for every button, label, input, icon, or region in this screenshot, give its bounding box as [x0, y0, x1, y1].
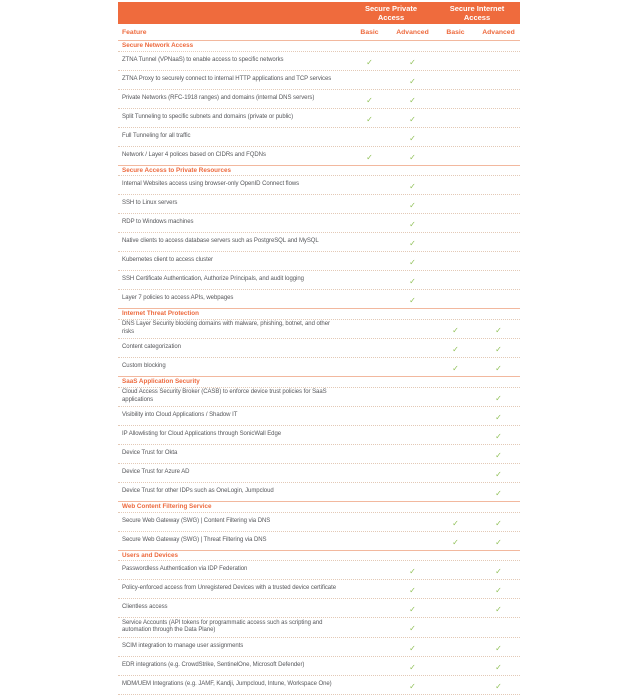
check-cell	[391, 290, 434, 308]
feature-row	[118, 617, 520, 637]
check-cell	[391, 657, 434, 675]
check-icon: ✓	[409, 95, 416, 105]
feature-row	[118, 357, 520, 376]
check-icon: ✓	[409, 624, 416, 634]
feature-row	[118, 127, 520, 146]
feature-column-header: Feature	[122, 28, 147, 36]
column-group-secure-internet-access	[434, 4, 520, 22]
check-cell	[477, 676, 520, 694]
feature-comparison-table	[118, 2, 520, 695]
check-icon: ✓	[452, 364, 459, 374]
check-cell	[477, 580, 520, 598]
feature-row	[118, 656, 520, 675]
check-cell	[477, 464, 520, 482]
check-cell	[391, 90, 434, 108]
feature-row	[118, 194, 520, 213]
feature-label: Layer 7 policies to access APIs, webpages	[122, 295, 234, 302]
check-cell	[391, 214, 434, 232]
check-icon: ✓	[495, 643, 502, 653]
check-icon: ✓	[495, 662, 502, 672]
check-icon: ✓	[409, 152, 416, 162]
feature-row	[118, 232, 520, 251]
check-cell	[477, 483, 520, 501]
feature-row	[118, 406, 520, 425]
feature-row	[118, 70, 520, 89]
check-cell	[348, 52, 391, 70]
check-cell	[348, 147, 391, 165]
column-group-title: Secure Internet Access	[449, 4, 505, 22]
check-cell	[434, 513, 477, 531]
check-icon: ✓	[495, 345, 502, 355]
feature-row	[118, 387, 520, 407]
check-cell	[477, 532, 520, 550]
feature-row	[118, 175, 520, 194]
feature-label: SSH to Linux servers	[122, 200, 178, 207]
check-icon: ✓	[366, 152, 373, 162]
check-cell	[391, 580, 434, 598]
check-icon: ✓	[409, 258, 416, 267]
check-icon: ✓	[409, 643, 416, 653]
feature-label: Custom blocking	[122, 363, 166, 370]
feature-row	[118, 289, 520, 308]
feature-row	[118, 213, 520, 232]
check-icon: ✓	[495, 393, 502, 403]
feature-label: Internal Websites access using browser-only OpenID Connect flows	[122, 181, 300, 188]
feature-label: Secure Web Gateway (SWG) | Threat Filtering via DNS	[122, 536, 267, 543]
subcolumn-sia-basic: Basic	[446, 28, 465, 36]
check-icon: ✓	[409, 57, 416, 67]
check-icon: ✓	[409, 662, 416, 672]
feature-label: IP Allowlisting for Cloud Applications through SonicWall Edge	[122, 431, 282, 438]
check-cell	[477, 358, 520, 376]
feature-label: EDR integrations (e.g. CrowdStrike, SentinelOne, Microsoft Defender)	[122, 661, 305, 668]
check-cell	[391, 561, 434, 579]
check-icon: ✓	[409, 681, 416, 691]
check-icon: ✓	[495, 537, 502, 547]
section-header-users-and-devices: Users and Devices	[118, 550, 520, 561]
check-cell	[391, 176, 434, 194]
feature-row	[118, 675, 520, 694]
section-header-secure-network-access: Secure Network Access	[118, 40, 520, 51]
check-icon: ✓	[495, 605, 502, 615]
feature-row	[118, 89, 520, 108]
check-cell	[391, 147, 434, 165]
feature-row	[118, 637, 520, 656]
check-icon: ✓	[409, 586, 416, 596]
check-cell	[477, 426, 520, 444]
check-cell	[391, 128, 434, 146]
feature-row	[118, 319, 520, 339]
check-icon: ✓	[495, 451, 502, 461]
subcolumn-spa-basic: Basic	[360, 28, 379, 36]
check-icon: ✓	[366, 95, 373, 105]
check-cell	[477, 513, 520, 531]
feature-label: Device Trust for other IDPs such as OneLogin, Jumpcloud	[122, 488, 274, 495]
check-cell	[391, 618, 434, 636]
feature-row	[118, 108, 520, 127]
check-cell	[477, 599, 520, 617]
check-cell	[434, 358, 477, 376]
check-cell	[434, 339, 477, 357]
check-icon: ✓	[409, 76, 416, 86]
check-cell	[434, 532, 477, 550]
table-body	[118, 40, 520, 695]
feature-row	[118, 579, 520, 598]
check-cell	[391, 233, 434, 251]
section-header-secure-access-to-private-resources: Secure Access to Private Resources	[118, 165, 520, 176]
feature-label: Clientless access	[122, 604, 168, 611]
feature-label: Network / Layer 4 polices based on CIDRs and FQDNs	[122, 151, 266, 158]
feature-label: Cloud Access Security Broker (CASB) to enforce device trust policies for SaaS applications	[122, 389, 327, 403]
check-icon: ✓	[495, 681, 502, 691]
feature-row	[118, 560, 520, 579]
feature-label: Passwordless Authentication via IDP Federation	[122, 566, 248, 573]
check-icon: ✓	[409, 182, 416, 191]
feature-label: MDM/UEM Integrations (e.g. JAMF, Kandji, Jumpcloud, Intune, Workspace One)	[122, 680, 332, 687]
feature-row	[118, 270, 520, 289]
feature-row	[118, 482, 520, 501]
check-icon: ✓	[409, 220, 416, 229]
check-cell	[348, 90, 391, 108]
check-cell	[391, 71, 434, 89]
check-cell	[477, 561, 520, 579]
feature-label: Device Trust for Azure AD	[122, 469, 190, 476]
check-cell	[391, 252, 434, 270]
check-icon: ✓	[409, 296, 416, 305]
feature-label: RDP to Windows machines	[122, 219, 194, 226]
check-icon: ✓	[452, 325, 459, 335]
check-cell	[391, 638, 434, 656]
check-icon: ✓	[495, 470, 502, 480]
section-header-internet-threat-protection: Internet Threat Protection	[118, 308, 520, 319]
check-icon: ✓	[409, 567, 416, 577]
check-cell	[477, 320, 520, 338]
check-icon: ✓	[409, 239, 416, 248]
feature-label: Visibility into Cloud Applications / Shadow IT	[122, 412, 238, 419]
check-cell	[477, 339, 520, 357]
check-cell	[348, 109, 391, 127]
feature-label: Full Tunneling for all traffic	[122, 132, 191, 139]
feature-label: Device Trust for Okta	[122, 450, 178, 457]
feature-label: DNS Layer Security blocking domains with malware, phishing, botnet, and other risks	[122, 321, 330, 335]
feature-row	[118, 531, 520, 550]
check-cell	[391, 271, 434, 289]
feature-label: ZTNA Tunnel (VPNaaS) to enable access to specific networks	[122, 56, 284, 63]
check-cell	[477, 657, 520, 675]
check-icon: ✓	[495, 364, 502, 374]
check-cell	[477, 445, 520, 463]
check-icon: ✓	[495, 567, 502, 577]
subcolumn-sia-advanced: Advanced	[482, 28, 515, 36]
feature-label: Native clients to access database servers such as PostgreSQL and MySQL	[122, 238, 319, 245]
feature-label: ZTNA Proxy to securely connect to internal HTTP applications and TCP services	[122, 75, 332, 82]
table-header-bar	[118, 2, 520, 24]
feature-row	[118, 463, 520, 482]
check-icon: ✓	[495, 586, 502, 596]
check-cell	[477, 638, 520, 656]
check-icon: ✓	[366, 57, 373, 67]
check-icon: ✓	[495, 432, 502, 442]
feature-row	[118, 598, 520, 617]
check-cell	[391, 109, 434, 127]
check-cell	[434, 320, 477, 338]
feature-row	[118, 338, 520, 357]
subcolumn-spa-advanced: Advanced	[396, 28, 429, 36]
check-icon: ✓	[409, 114, 416, 124]
check-icon: ✓	[495, 325, 502, 335]
check-icon: ✓	[452, 518, 459, 528]
check-cell	[477, 388, 520, 406]
check-icon: ✓	[409, 201, 416, 210]
check-icon: ✓	[495, 518, 502, 528]
feature-label: Split Tunneling to specific subnets and domains (private or public)	[122, 113, 294, 120]
section-header-web-content-filtering-service: Web Content Filtering Service	[118, 501, 520, 512]
check-icon: ✓	[452, 537, 459, 547]
check-icon: ✓	[409, 133, 416, 143]
check-cell	[391, 599, 434, 617]
feature-row	[118, 251, 520, 270]
feature-label: Content categorization	[122, 344, 181, 351]
feature-row	[118, 425, 520, 444]
check-icon: ✓	[409, 605, 416, 615]
check-icon: ✓	[495, 489, 502, 499]
check-icon: ✓	[495, 413, 502, 423]
check-cell	[391, 195, 434, 213]
feature-row	[118, 51, 520, 70]
feature-label: Policy-enforced access from Unregistered Devices with a trusted device certificate	[122, 585, 336, 592]
feature-label: Private Networks (RFC-1918 ranges) and domains (internal DNS servers)	[122, 94, 315, 101]
check-icon: ✓	[366, 114, 373, 124]
feature-label: SSH Certificate Authentication, Authorize Principals, and audit logging	[122, 276, 304, 283]
feature-label: Secure Web Gateway (SWG) | Content Filtering via DNS	[122, 517, 271, 524]
feature-row	[118, 146, 520, 165]
check-cell	[391, 52, 434, 70]
feature-label: Service Accounts (API tokens for programmatic access such as scripting and automation through the Data Plane)	[122, 619, 323, 634]
feature-row	[118, 444, 520, 463]
table-subheader-row	[118, 24, 520, 40]
column-group-secure-private-access	[348, 4, 434, 22]
section-header-saas-application-security: SaaS Application Security	[118, 376, 520, 387]
check-icon: ✓	[409, 277, 416, 286]
check-cell	[391, 676, 434, 694]
check-cell	[477, 407, 520, 425]
column-group-title: Secure Private Access	[364, 4, 418, 22]
check-icon: ✓	[452, 345, 459, 355]
feature-row	[118, 512, 520, 531]
feature-label: Kubernetes client to access cluster	[122, 257, 213, 264]
feature-label: SCIM integration to manage user assignments	[122, 642, 244, 649]
